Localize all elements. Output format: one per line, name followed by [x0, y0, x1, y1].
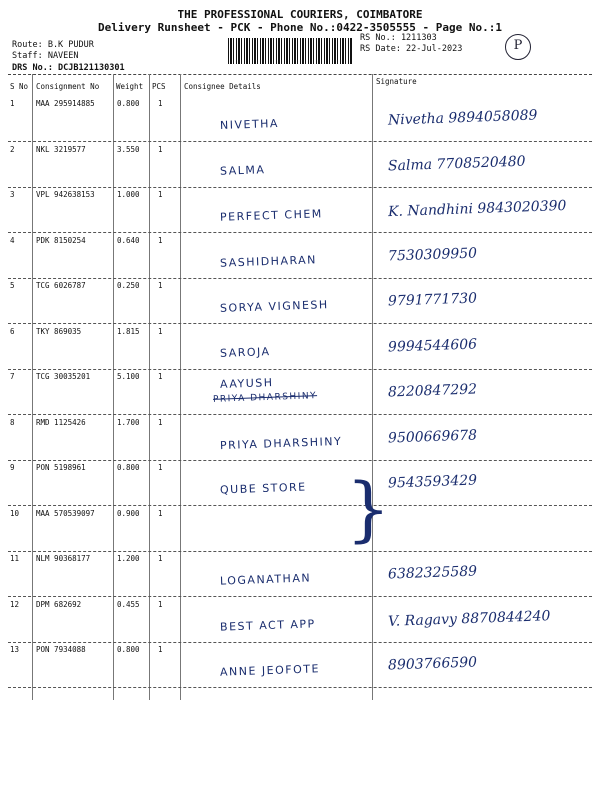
- cell-cno: PON 7934088: [36, 645, 86, 654]
- consignee-handwritten: AAYUSH: [219, 376, 274, 391]
- consignee-handwritten: BEST ACT APP: [219, 616, 316, 634]
- cell-pcs: 1: [158, 599, 163, 609]
- table-row: [8, 187, 592, 233]
- consignee-handwritten: PRIYA DHARSHINY: [219, 434, 343, 452]
- cell-sno: 10: [10, 508, 20, 518]
- cell-pcs: 1: [158, 417, 163, 427]
- cell-cno: MAA 295914885: [36, 99, 95, 108]
- cell-pcs: 1: [158, 645, 163, 654]
- signature-handwritten: 9543593429: [387, 472, 478, 492]
- cell-sno: 1: [10, 99, 15, 108]
- signature-handwritten: 7530309950: [387, 244, 478, 265]
- signature-handwritten: 9791771730: [387, 290, 478, 310]
- table-row: [8, 415, 592, 461]
- cell-weight: 0.800: [117, 99, 140, 108]
- signature-handwritten: 8220847292: [387, 381, 478, 401]
- cell-sno: 8: [10, 417, 15, 427]
- cell-cno: TCG 30035201: [36, 372, 91, 381]
- cell-cno: PDK 8150254: [36, 235, 86, 245]
- cell-sno: 4: [10, 235, 15, 245]
- cell-sno: 9: [10, 463, 15, 472]
- table-row: [8, 96, 592, 142]
- consignee-handwritten: ANNE JEOFOTE: [219, 662, 321, 679]
- staff-label: Staff: NAVEEN: [12, 51, 79, 61]
- cell-weight: 1.815: [117, 326, 140, 336]
- signature-handwritten: V. Ragavy 8870844240: [387, 607, 551, 630]
- table-row: [8, 597, 592, 643]
- cell-cno: DPM 682692: [36, 599, 82, 609]
- consignee-handwritten: SORYA VIGNESH: [219, 298, 329, 315]
- cell-weight: 0.640: [117, 235, 140, 245]
- cell-pcs: 1: [158, 372, 163, 381]
- header-rule: [8, 74, 592, 75]
- cell-cno: TCG 6026787: [36, 281, 86, 290]
- cell-weight: 0.455: [117, 599, 140, 609]
- cell-sno: 3: [10, 190, 15, 199]
- col-consignment: Consignment No: [36, 82, 100, 91]
- consignee-handwritten: SAROJA: [219, 344, 271, 360]
- table-row: [8, 551, 592, 597]
- cell-cno: TKY 869035: [36, 326, 82, 336]
- signature-handwritten: 8903766590: [387, 654, 478, 674]
- consignee-handwritten: LOGANATHAN: [219, 571, 312, 588]
- cell-sno: 5: [10, 281, 15, 290]
- signature-handwritten: 9994544606: [387, 335, 478, 356]
- cell-sno: 2: [10, 144, 15, 154]
- cell-cno: NLM 90368177: [36, 554, 91, 563]
- consignee-handwritten: NIVETHA: [219, 116, 280, 133]
- cell-cno: RMD 1125426: [36, 417, 86, 427]
- struck-consignee: PRIYA DHARSHINY: [212, 391, 318, 405]
- cell-sno: 6: [10, 326, 15, 336]
- cell-weight: 0.250: [117, 281, 140, 290]
- cell-pcs: 1: [158, 508, 163, 518]
- cell-weight: 0.900: [117, 508, 140, 518]
- table-row: [8, 324, 592, 370]
- table-row: [8, 233, 592, 279]
- cell-pcs: 1: [158, 463, 163, 472]
- route-label: Route: B.K PUDUR: [12, 40, 94, 50]
- signature-handwritten: Salma 7708520480: [387, 153, 526, 174]
- cell-weight: 0.800: [117, 463, 140, 472]
- drs-number: DRS No.: DCJB121130301: [12, 63, 125, 73]
- cell-pcs: 1: [158, 554, 163, 563]
- cell-sno: 13: [10, 645, 20, 654]
- cell-weight: 1.000: [117, 190, 140, 199]
- page-mark-handwritten: P: [505, 34, 531, 60]
- cell-cno: NKL 3219577: [36, 144, 86, 154]
- table-row: [8, 460, 592, 506]
- handwritten-brace: }: [346, 468, 391, 550]
- table-row: [8, 142, 592, 188]
- consignee-handwritten: QUBE STORE: [219, 480, 307, 497]
- signature-handwritten: 9500669678: [387, 426, 478, 447]
- cell-weight: 3.550: [117, 144, 140, 154]
- cell-pcs: 1: [158, 235, 163, 245]
- cell-cno: PON 5198961: [36, 463, 86, 472]
- rs-number: RS No.: 1211303: [360, 33, 437, 43]
- consignee-handwritten: SASHIDHARAN: [219, 252, 318, 270]
- col-pcs: PCS: [152, 82, 166, 91]
- cell-weight: 5.100: [117, 372, 140, 381]
- rs-date: RS Date: 22-Jul-2023: [360, 44, 463, 54]
- table-row: [8, 506, 592, 552]
- cell-sno: 12: [10, 599, 20, 609]
- cell-sno: 11: [10, 554, 20, 563]
- cell-pcs: 1: [158, 99, 163, 108]
- col-sno: S No: [10, 82, 29, 91]
- signature-handwritten: 6382325589: [387, 563, 478, 583]
- signature-handwritten: Nivetha 9894058089: [387, 107, 538, 129]
- consignee-handwritten: PERFECT CHEM: [219, 207, 323, 224]
- cell-pcs: 1: [158, 281, 163, 290]
- table-row: [8, 642, 592, 688]
- table-row: [8, 278, 592, 324]
- cell-weight: 1.200: [117, 554, 140, 563]
- consignee-handwritten: SALMA: [219, 162, 266, 178]
- cell-pcs: 1: [158, 326, 163, 336]
- barcode: [228, 38, 352, 64]
- col-consignee: Consignee Details: [184, 82, 261, 91]
- cell-weight: 0.800: [117, 645, 140, 654]
- col-signature: Signature: [376, 77, 417, 86]
- cell-cno: VPL 942638153: [36, 190, 95, 199]
- cell-sno: 7: [10, 372, 15, 381]
- company-title: THE PROFESSIONAL COURIERS, COIMBATORE: [177, 8, 423, 21]
- cell-cno: MAA 570539097: [36, 508, 95, 518]
- col-weight: Weight: [116, 82, 144, 91]
- cell-pcs: 1: [158, 190, 163, 199]
- runsheet-subtitle: Delivery Runsheet - PCK - Phone No.:0422-3505555 - Page No.:1: [98, 21, 502, 34]
- signature-handwritten: K. Nandhini 9843020390: [387, 197, 567, 221]
- cell-weight: 1.700: [117, 417, 140, 427]
- cell-pcs: 1: [158, 144, 163, 154]
- table-row: [8, 369, 592, 415]
